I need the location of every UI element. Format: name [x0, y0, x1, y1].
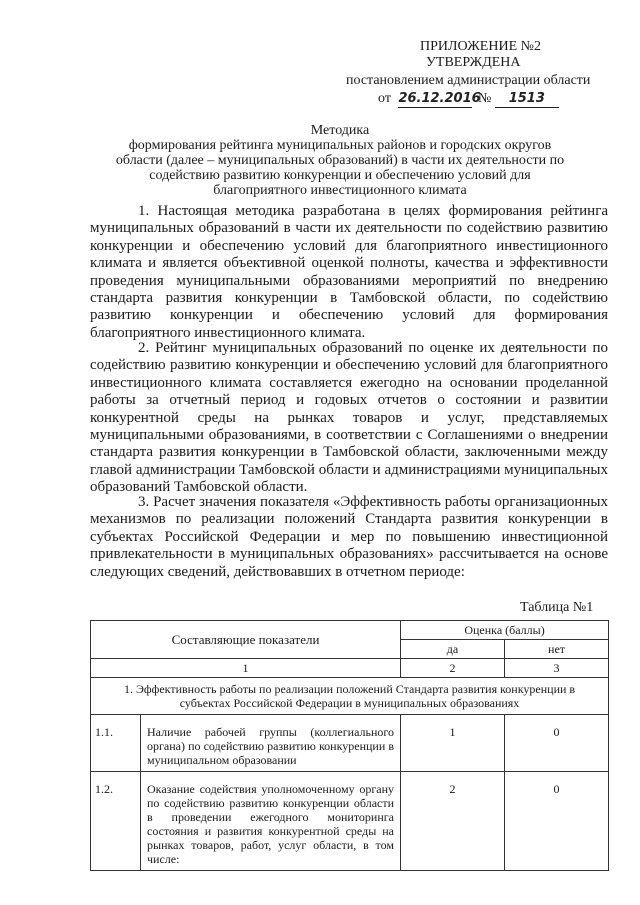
decree-date: 26.12.2016 — [398, 91, 481, 106]
score-header: Оценка (баллы) — [401, 621, 609, 640]
from-label: от — [378, 91, 391, 106]
row-score-no: 0 — [505, 715, 609, 772]
decree-number: 1513 — [495, 91, 559, 108]
row-score-yes: 2 — [401, 772, 505, 871]
paragraph-2: 2. Рейтинг муниципальных образований по оценке их деятельности по содействию развитию конкуренции и обеспечению условий для благоприятного инвестиционного климата составляется ежегодно на основании проделанной работы за отчетный период и годовых отчетов о состоянии и развитии конкурентной среды на рынках товаров и услуг, представляемых муниципальными образованиями, в соответствии с Соглашениями о внедрении стандарта развития конкуренции в Тамбовской области, заключенными между главой администрации Тамбовской области и администрациями муниципальных образований Тамбовской области. — [90, 340, 608, 496]
section-1-title: 1. Эффективность работы по реализации положений Стандарта развития конкуренции в субъектах Российской Федерации в муниципальных образованиях — [91, 678, 609, 715]
paragraph-3: 3. Расчет значения показателя «Эффективность работы организационных механизмов по реализации положений Стандарта развития конкуренции в субъектах Российской Федерации и мер по повышению инвестиционной привлекательности в муниципальных образованиях» рассчитывается на основе следующих сведений, действовавших в отчетном периоде: — [90, 494, 608, 580]
paragraph-1: 1. Настоящая методика разработана в целях формирования рейтинга муниципальных образований в части их деятельности по содействию развитию конкуренции и обеспечению условий для благоприятного инвестиционного климата и является объективной оценкой полноты, качества и эффективности проведения муниципальными образованиями мероприятий по внедрению стандарта развития конкуренции в Тамбовской области, по содействию развитию конкуренции и обеспечению условий для формирования благоприятного инвестиционного климата. — [90, 203, 608, 341]
row-score-no: 0 — [505, 772, 609, 871]
column-number-1: 1 — [91, 659, 401, 678]
row-code: 1.2. — [91, 772, 141, 871]
table-caption: Таблица №1 — [520, 600, 594, 615]
table-section-row — [91, 678, 609, 715]
row-code: 1.1. — [91, 715, 141, 772]
decree-label: постановлением администрации области — [346, 73, 591, 88]
document-title — [60, 123, 620, 198]
no-header: нет — [505, 640, 609, 659]
title-line-3: области (далее – муниципальных образований) в части их деятельности по — [115, 153, 565, 168]
row-text: Оказание содействия уполномоченному органу по содействию развитию конкуренции области в проведении ежегодного мониторинга состояния и развития конкурентной среды на рынках товаров, работ, услуг области, в том числе: — [141, 772, 401, 871]
indicators-header: Составляющие показатели — [91, 621, 401, 659]
number-label: № — [477, 91, 492, 106]
title-line-1: Методика — [310, 123, 370, 138]
scoring-table — [90, 620, 609, 871]
approved-label: УТВЕРЖДЕНА — [426, 55, 521, 70]
row-score-yes: 1 — [401, 715, 505, 772]
title-line-4: содействию развитию конкуренции и обеспечению условий для — [149, 168, 531, 183]
decree-date-line — [378, 91, 559, 108]
column-number-2: 2 — [401, 659, 505, 678]
table-number-row — [91, 659, 609, 678]
title-line-2: формирования рейтинга муниципальных районов и городских округов — [128, 138, 552, 153]
table-row — [91, 772, 609, 871]
table-row — [91, 715, 609, 772]
row-text: Наличие рабочей группы (коллегиального органа) по содействию развитию конкуренции в муниципальном образовании — [141, 715, 401, 772]
table-header-row — [91, 621, 609, 640]
appendix-label: ПРИЛОЖЕНИЕ №2 — [420, 39, 541, 54]
yes-header: да — [401, 640, 505, 659]
title-line-5: благоприятного инвестиционного климата — [213, 183, 467, 198]
column-number-3: 3 — [505, 659, 609, 678]
